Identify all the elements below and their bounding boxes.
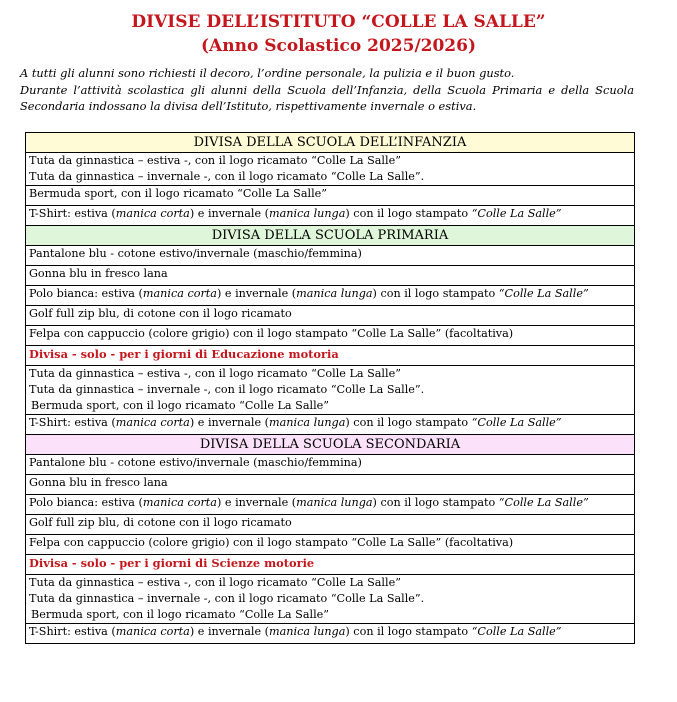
table-row [26,555,635,575]
item-tuta-estiva: Tuta da ginnastica – estiva -, con il logo ricamato “Colle La Salle” [29,576,401,589]
document-subtitle: (Anno Scolastico 2025/2026) [200,36,477,56]
intro-line-3: Secondaria indossano la divisa dell’Istituto, rispettivamente invernale o estiva. [20,99,477,113]
item-tuta-invernale: Tuta da ginnastica – invernale -, con il logo ricamato “Colle La Salle”. [29,170,425,183]
item-golf: Golf full zip blu, di cotone con il logo ricamato [26,306,635,326]
item-tuta-estiva: Tuta da ginnastica – estiva -, con il logo ricamato “Colle La Salle” [29,367,401,380]
item-gonna: Gonna blu in fresco lana [26,475,635,495]
item-tuta-estiva: Tuta da ginnastica – estiva -, con il logo ricamato “Colle La Salle” [29,154,401,167]
item-tshirt: T-Shirt: estiva (manica corta) e invernale (manica lunga) con il logo stampato “Colle La Salle” [26,206,635,226]
table-row [26,624,635,644]
item-polo: Polo bianca: estiva (manica corta) e invernale (manica lunga) con il logo stampato “Colle La Salle” [26,286,635,306]
table-row [26,495,635,515]
table-row [26,515,635,535]
item-gonna: Gonna blu in fresco lana [26,266,635,286]
intro-paragraph [20,65,634,115]
table-row [26,326,635,346]
item-golf: Golf full zip blu, di cotone con il logo ricamato [26,515,635,535]
item-bermuda: Bermuda sport, con il logo ricamato “Colle La Salle” [26,186,635,206]
divisa-note: Divisa - solo - per i giorni di Educazione motoria [26,346,635,366]
table-row [26,286,635,306]
section-header-infanzia [26,133,635,153]
item-tshirt: T-Shirt: estiva (manica corta) e invernale (manica lunga) con il logo stampato “Colle La Salle” [26,624,635,644]
divisa-note: Divisa - solo - per i giorni di Scienze motorie [26,555,635,575]
table-row [26,186,635,206]
uniform-table [25,132,635,644]
item-polo: Polo bianca: estiva (manica corta) e invernale (manica lunga) con il logo stampato “Colle La Salle” [26,495,635,515]
section-header-label: DIVISA DELLA SCUOLA PRIMARIA [26,226,635,246]
item-pantalone: Pantalone blu - cotone estivo/invernale (maschio/femmina) [26,455,635,475]
table-row [26,475,635,495]
table-row [26,153,635,186]
item-pantalone: Pantalone blu - cotone estivo/invernale (maschio/femmina) [26,246,635,266]
intro-line-1: A tutti gli alunni sono richiesti il decoro, l’ordine personale, la pulizia e il buon gusto. [20,66,515,80]
intro-line-2: Durante l’attività scolastica gli alunni della Scuola dell’Infanzia, della Scuola Primaria e della Scuola [20,82,634,97]
section-header-primaria [26,226,635,246]
item-tshirt: T-Shirt: estiva (manica corta) e invernale (manica lunga) con il logo stampato “Colle La Salle” [26,415,635,435]
document-title: DIVISE DELL’ISTITUTO “COLLE LA SALLE” [131,12,546,32]
item-tuta-invernale: Tuta da ginnastica – invernale -, con il logo ricamato “Colle La Salle”. [29,592,425,605]
item-felpa: Felpa con cappuccio (colore grigio) con il logo stampato “Colle La Salle” (facoltativa) [26,535,635,555]
table-row [26,246,635,266]
item-tuta-invernale: Tuta da ginnastica – invernale -, con il logo ricamato “Colle La Salle”. [29,383,425,396]
table-row [26,346,635,366]
item-bermuda: Bermuda sport, con il logo ricamato “Colle La Salle” [31,608,329,621]
table-row [26,366,635,415]
section-header-label: DIVISA DELLA SCUOLA DELL’INFANZIA [26,133,635,153]
table-row [26,206,635,226]
item-felpa: Felpa con cappuccio (colore grigio) con il logo stampato “Colle La Salle” (facoltativa) [26,326,635,346]
table-row [26,455,635,475]
table-row [26,266,635,286]
table-row [26,535,635,555]
section-header-label: DIVISA DELLA SCUOLA SECONDARIA [26,435,635,455]
section-header-secondaria [26,435,635,455]
table-row [26,575,635,624]
item-bermuda: Bermuda sport, con il logo ricamato “Colle La Salle” [31,399,329,412]
table-row [26,415,635,435]
table-row [26,306,635,326]
